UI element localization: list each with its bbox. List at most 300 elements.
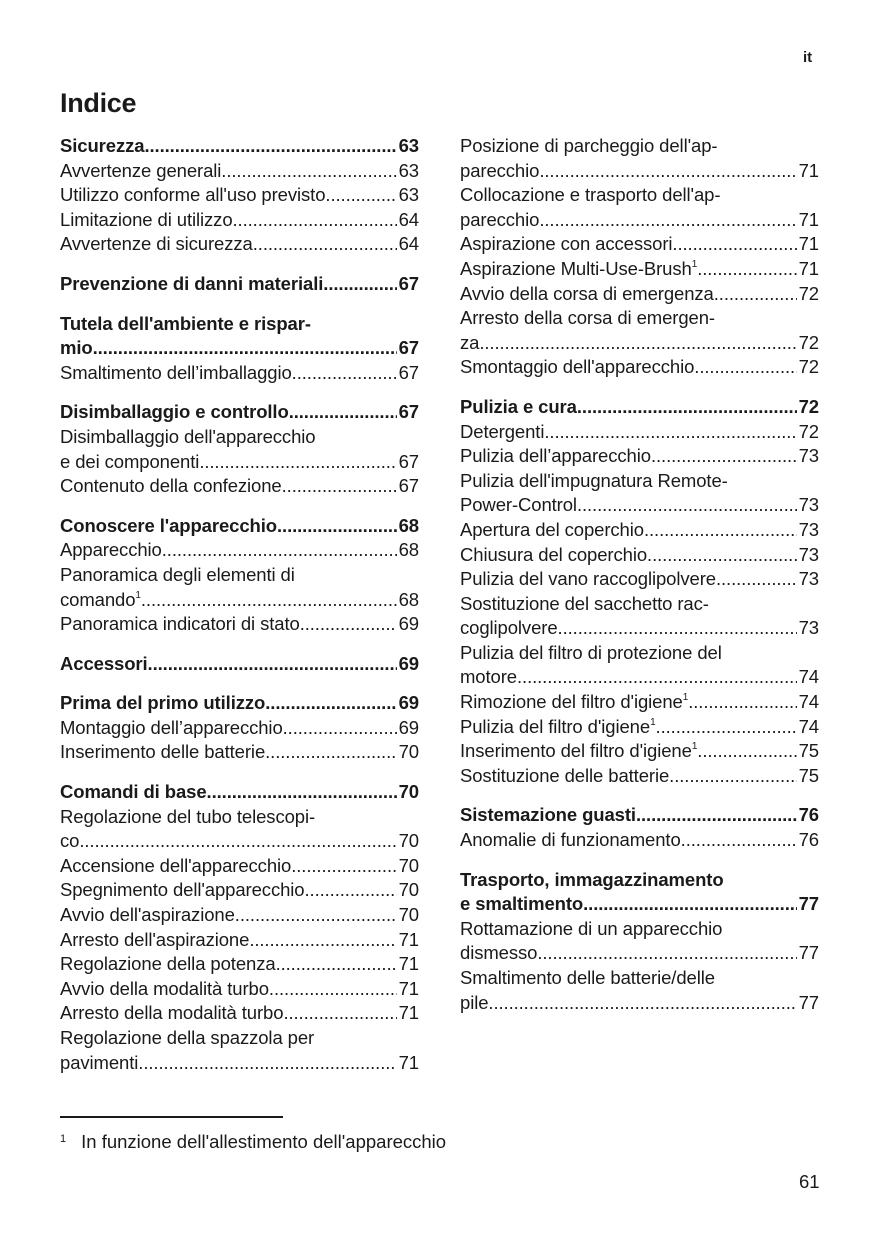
footnote-reference: 1 [682,692,689,704]
toc-entry-line [460,715,819,740]
toc-section [460,134,819,380]
toc-entry[interactable] [460,592,819,641]
toc-section [60,652,419,677]
toc-entry-title-text: Arresto dell'aspirazione [60,928,250,950]
toc-page-number: 77 [798,991,819,1013]
toc-section [460,868,819,1016]
page-number: 61 [799,1171,820,1192]
toc-entry-line [60,400,419,425]
toc-page-number: 71 [798,257,819,279]
toc-entry-title-text: comando [60,588,136,610]
dot-leader [148,652,397,677]
toc-page-number: 67 [398,337,419,359]
toc-entry[interactable] [460,917,819,966]
toc-entry-title [460,331,479,356]
toc-page-number: 74 [798,666,819,688]
toc-entry[interactable] [60,854,419,879]
dot-leader [325,183,396,208]
toc-entry-title [460,764,669,789]
dot-leader [265,740,396,765]
toc-entry-title-line: Regolazione della spazzola per [60,1027,315,1048]
toc-entry-line [60,272,419,297]
toc-entry-line [60,716,419,741]
toc-entry-title-text: Inserimento del filtro d'igiene [460,740,692,762]
dot-leader [488,991,796,1016]
toc-entry-line [60,208,419,233]
toc-entry-title [60,652,148,677]
toc-entry[interactable] [460,715,819,740]
toc-entry-title [60,740,265,765]
toc-entry-title [60,183,325,208]
toc-entry-title-text: e smaltimento [460,893,584,915]
toc-entry-title-text: Pulizia del filtro d'igiene [460,715,651,737]
toc-entry-line [460,208,819,233]
toc-entry-title [60,1001,283,1026]
toc-entry-line [460,518,819,543]
toc-entry-title [460,739,697,764]
toc-entry[interactable] [60,612,419,637]
dot-leader [697,739,796,764]
toc-entry-line [60,1001,419,1026]
toc-page-number: 71 [398,953,419,975]
toc-entry-title-line: Arresto della corsa di emergen- [460,307,715,329]
dot-leader [304,878,396,903]
toc-entry-line [60,691,419,716]
toc-page-number: 73 [798,568,819,590]
toc-entry[interactable] [60,425,419,474]
toc-section [460,803,819,852]
toc-section [60,272,419,297]
toc-entry[interactable] [460,257,819,282]
toc-page-number: 71 [798,233,819,255]
toc-entry[interactable] [60,903,419,928]
toc-section [60,780,419,1075]
toc-entry-line [60,474,419,499]
dot-leader [199,450,396,475]
toc-entry-title [60,977,269,1002]
toc-section [60,691,419,765]
toc-entry-title [60,780,207,805]
toc-entry-title [460,991,488,1016]
toc-heading[interactable] [460,395,819,420]
toc-page-number: 75 [798,740,819,762]
dot-leader [697,257,796,282]
dot-leader [253,232,397,257]
toc-page-number: 72 [798,356,819,378]
toc-page-number: 74 [798,715,819,737]
toc-entry-title [460,567,716,592]
toc-entry-title-text: Montaggio dell’apparecchio [60,716,283,738]
toc-entry-line [460,764,819,789]
footnote [60,1131,446,1153]
toc-entry[interactable] [460,444,819,469]
toc-entry-title-text: Apparecchio [60,539,162,561]
toc-entry-title [460,420,544,445]
toc-entry-title-text: Apertura del coperchio [460,518,644,540]
toc-entry-title-text: Conoscere l'apparecchio [60,514,277,536]
toc-entry-line [460,159,819,184]
dot-leader [292,361,397,386]
toc-entry-title-text: co [60,830,80,852]
toc-entry[interactable] [60,740,419,765]
toc-entry[interactable] [460,355,819,380]
toc-entry[interactable] [60,952,419,977]
toc-entry[interactable] [60,361,419,386]
toc-entry-title-text: Avvertenze generali [60,159,222,181]
dot-leader [479,331,796,356]
toc-entry[interactable] [460,739,819,764]
toc-entry-title-text: Avvio della corsa di emergenza [460,282,714,304]
toc-page-number: 74 [798,691,819,713]
toc-entry-title-text: dismesso [460,942,538,964]
toc-entry[interactable] [60,878,419,903]
toc-heading[interactable] [60,691,419,716]
toc-entry-title [60,514,277,539]
toc-entry-title-text: pavimenti [60,1051,139,1073]
toc-entry-title [460,543,647,568]
toc-entry[interactable] [460,567,819,592]
toc-entry[interactable] [60,208,419,233]
toc-entry[interactable] [460,641,819,690]
toc-entry-title [460,892,583,917]
toc-entry-line [60,878,419,903]
dot-leader [517,665,797,690]
toc-entry-title [460,690,688,715]
footnote-text: In funzione dell'allestimento dell'apparecchio [81,1131,447,1152]
toc-entry-title-text: Avvio dell'aspirazione [60,904,235,926]
toc-entry-title-text: Comandi di base [60,781,207,803]
toc-entry-title-text: Sistemazione guasti [460,804,636,826]
dot-leader [636,803,797,828]
toc-page-number: 67 [398,272,419,294]
footnote-divider [60,1116,283,1118]
toc-entry-title-line: Posizione di parcheggio dell'ap- [460,135,718,156]
toc-section [60,514,419,637]
dot-leader [283,716,397,741]
dot-leader [583,892,797,917]
toc-entry-line [60,183,419,208]
toc-entry-title-text: Accessori [60,652,148,674]
dot-leader [249,928,396,953]
toc-entry[interactable] [460,543,819,568]
toc-page-number: 72 [798,395,819,417]
toc-entry[interactable] [460,764,819,789]
toc-entry-title [60,232,253,257]
dot-leader [277,514,397,539]
toc-heading[interactable] [60,272,419,297]
dot-leader [162,538,397,563]
dot-leader [688,690,796,715]
toc-entry[interactable] [60,1001,419,1026]
toc-entry-line [60,829,419,854]
toc-section [60,400,419,498]
toc-entry[interactable] [460,232,819,257]
toc-entry-title-text: Pulizia del vano raccoglipolvere [460,568,716,590]
toc-entry-line [460,543,819,568]
toc-entry-title-line: Regolazione del tubo telescopi- [60,805,316,827]
toc-entry[interactable] [460,469,819,518]
toc-entry-title [60,903,235,928]
toc-entry-title-text: coglipolvere [460,617,558,639]
toc-entry-title-text: Disimballaggio e controllo [60,401,289,423]
toc-entry[interactable] [60,159,419,184]
language-tag: it [803,49,813,66]
toc-page-number: 72 [798,420,819,442]
dot-leader [291,854,396,879]
toc-entry-line [60,854,419,879]
toc-page-number: 73 [798,518,819,540]
toc-entry-line [60,159,419,184]
toc-entry[interactable] [460,183,819,232]
toc-entry[interactable] [60,805,419,854]
toc-entry-line [460,282,819,307]
toc-page-number: 73 [798,494,819,516]
toc-entry-title [460,518,644,543]
dot-leader [672,232,796,257]
toc-heading[interactable] [60,400,419,425]
toc-entry-title-text: motore [460,666,517,688]
dot-leader [144,134,396,159]
toc-entry-line [460,420,819,445]
toc-entry-title [60,691,265,716]
toc-entry-title-text: Inserimento delle batterie [60,741,266,763]
dot-leader [539,159,796,184]
toc-entry-title-line: Smaltimento delle batterie/delle [460,967,715,988]
dot-leader [79,829,396,854]
toc-entry-title-text: Detergenti [460,420,545,442]
toc-entry-title-line: Panoramica degli elementi di [60,563,295,585]
toc-entry-title [60,400,289,425]
toc-entry-title [60,361,292,386]
toc-entry-title-text: za [460,331,480,353]
toc-entry-title [60,928,249,953]
dot-leader [716,567,797,592]
toc-entry-title-text: e dei componenti [60,450,200,472]
footnote-reference: 1 [135,589,141,601]
toc-entry-title-text: Prima del primo utilizzo [60,692,266,714]
dot-leader [644,518,797,543]
toc-entry[interactable] [460,420,819,445]
toc-entry-title [60,1051,138,1076]
toc-entry-title-text: Aspirazione Multi-Use-Brush [460,257,692,279]
toc-entry-title-text: Anomalie di funzionamento [460,829,681,851]
toc-entry-title [60,272,323,297]
dot-leader [577,493,797,518]
toc-entry-title-text: parecchio [460,159,540,181]
toc-entry-line [460,444,819,469]
toc-entry-title-line: Trasporto, immagazzinamento [460,868,724,890]
toc-entry-line [60,977,419,1002]
toc-page-number: 64 [398,233,419,255]
dot-leader [323,272,396,297]
toc-entry-title-text: Rimozione del filtro d'igiene [460,691,683,713]
toc-entry-title-text: Regolazione della potenza [60,953,276,975]
toc-entry-title-line: Pulizia dell'impugnatura Remote- [460,469,728,491]
toc-entry-line [60,780,419,805]
toc-entry-title [60,336,93,361]
toc-page-number: 71 [798,208,819,230]
toc-entry-title [460,282,714,307]
toc-page-number: 71 [398,977,419,999]
toc-entry[interactable] [460,518,819,543]
toc-entry-line [460,665,819,690]
toc-entry-line [460,395,819,420]
toc-entry-title-line: Collocazione e trasporto dell'ap- [460,184,721,206]
toc-page-number: 68 [398,514,419,536]
toc-entry-title-text: Smaltimento dell’imballaggio [60,361,292,383]
toc-page-number: 70 [398,879,419,901]
toc-page-number: 70 [398,830,419,852]
toc-page-number: 72 [798,282,819,304]
dot-leader [93,336,397,361]
toc-heading[interactable] [60,780,419,805]
dot-leader [138,1051,396,1076]
toc-page-number: 72 [798,331,819,353]
toc-entry-title [60,829,79,854]
toc-entry-line [460,616,819,641]
toc-entry-line [460,892,819,917]
toc-entry-line [460,690,819,715]
toc-entry-title [460,493,577,518]
toc-entry-title-line: Sostituzione del sacchetto rac- [460,592,709,614]
toc-entry[interactable] [460,828,819,853]
toc-page-number: 68 [398,539,419,561]
toc-entry-line [460,493,819,518]
toc-entry-title-text: pile [460,991,489,1013]
toc-entry-line [60,232,419,257]
dot-leader [300,612,397,637]
toc-entry-title [60,134,144,159]
toc-entry-title [460,941,537,966]
toc-page-number: 76 [798,804,819,826]
toc-entry[interactable] [460,134,819,183]
dot-leader [235,903,397,928]
toc-page-number: 76 [798,829,819,851]
toc-page-number: 70 [398,781,419,803]
toc-page-number: 64 [398,208,419,230]
toc-entry-title-text: Avvio della modalità turbo [60,977,269,999]
toc-entry-line [60,134,419,159]
dot-leader [141,588,397,613]
toc-heading[interactable] [460,803,819,828]
toc-page-number: 69 [398,716,419,738]
dot-leader [558,616,797,641]
dot-leader [207,780,397,805]
dot-leader [283,1001,396,1026]
toc-page-number: 73 [798,445,819,467]
dot-leader [694,355,796,380]
toc-entry-title-text: Prevenzione di danni materiali [60,272,324,294]
toc-page-number: 70 [398,854,419,876]
footnote-reference: 1 [691,741,698,753]
toc-entry[interactable] [60,716,419,741]
toc-entry-title [460,159,539,184]
toc-entry-line [60,450,419,475]
toc-entry-title-text: Aspirazione con accessori [460,233,673,255]
toc-entry-title-text: Panoramica indicatori di stato [60,613,300,635]
dot-leader [265,691,396,716]
toc-entry-title-text: Accensione dell'apparecchio [60,854,292,876]
dot-leader [647,543,797,568]
toc-entry-title-line: Pulizia del filtro di protezione del [460,641,722,663]
toc-entry[interactable] [460,966,819,1015]
toc-entry-title [60,474,282,499]
toc-entry-title-text: parecchio [460,208,540,230]
toc-entry-title [60,208,233,233]
toc-section [60,312,419,386]
dot-leader [233,208,397,233]
toc-entry[interactable] [460,690,819,715]
toc-entry[interactable] [60,1026,419,1075]
toc-entry[interactable] [60,232,419,257]
toc-page-number: 63 [398,184,419,206]
toc-entry-line [60,928,419,953]
footnote-reference: 1 [650,716,656,728]
toc-entry-line [460,828,819,853]
dot-leader [276,952,397,977]
toc-heading[interactable] [60,134,419,159]
toc-entry-title-text: Limitazione di utilizzo [60,208,233,230]
toc-column-left [60,134,419,1090]
toc-entry-title-text: Utilizzo conforme all'uso previsto [60,184,326,206]
toc-entry[interactable] [60,183,419,208]
dot-leader [656,715,797,740]
toc-entry-title [460,232,672,257]
toc-entry-title [460,208,539,233]
toc-page-number: 77 [798,893,819,915]
toc-entry-line [460,739,819,764]
toc-page-number: 69 [398,613,419,635]
toc-entry[interactable] [60,977,419,1002]
toc-entry[interactable] [460,282,819,307]
toc-entry[interactable] [60,928,419,953]
toc-entry[interactable] [460,306,819,355]
toc-page-number: 69 [398,692,419,714]
toc-entry-title [460,444,651,469]
toc-entry[interactable] [60,538,419,563]
toc-heading[interactable] [60,652,419,677]
toc-entry[interactable] [60,474,419,499]
toc-entry-line [460,232,819,257]
toc-entry-title [460,803,636,828]
toc-entry-title-text: Smontaggio dell'apparecchio [460,356,695,378]
toc-entry-line [460,941,819,966]
toc-heading[interactable] [60,312,419,361]
toc-page-number: 71 [398,1051,419,1073]
toc-entry-title-text: mio [60,337,93,359]
toc-entry-title [60,878,304,903]
dot-leader [577,395,797,420]
toc-entry-title-text: Avvertenze di sicurezza [60,233,253,255]
toc-entry-title-text: Sostituzione delle batterie [460,764,670,786]
toc-entry-title-line: Rottamazione di un apparecchio [460,917,723,939]
toc-entry-title-text: Arresto della modalità turbo [60,1002,284,1024]
toc-entry-line [60,740,419,765]
toc-entry-title-text: Sicurezza [60,135,145,156]
toc-page-number: 68 [398,588,419,610]
toc-heading[interactable] [60,514,419,539]
toc-entry-title [60,854,291,879]
toc-heading[interactable] [460,868,819,917]
dot-leader [282,474,397,499]
toc-entry-title [60,159,221,184]
dot-leader [537,941,796,966]
toc-page-number: 75 [798,764,819,786]
toc-entry-line [60,588,419,613]
toc-column-right [460,134,819,1030]
toc-entry[interactable] [60,563,419,612]
dot-leader [681,828,797,853]
